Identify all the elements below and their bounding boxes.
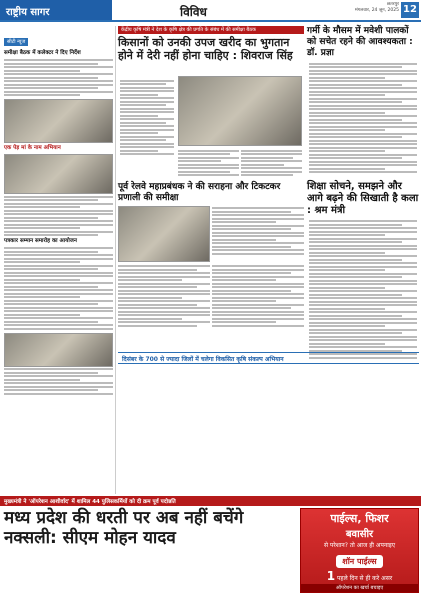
ad-brand: शॉन पाईल्स: [336, 555, 382, 568]
piles-advertisement: [300, 508, 419, 593]
right-column: [307, 26, 419, 494]
ad-days: [301, 569, 418, 583]
tree-planting-photo: [4, 154, 113, 194]
main-story: [118, 26, 304, 74]
right-headline: गर्मी के मौसम में मवेशी पालकों को सचेत रहने की आवश्यकता : डॉ. प्रज्ञा: [307, 26, 413, 58]
ad-tagline: से परेशान? तो आज ही अपनाइए: [323, 542, 396, 549]
ad-days-number: 1: [326, 569, 336, 583]
date: मंगलवार, 24 जून, 2025: [355, 8, 399, 13]
page-number: 12: [401, 2, 419, 18]
rail-meeting-photo: [118, 206, 210, 262]
place: छतरपुर: [387, 2, 399, 7]
agri-campaign-banner: दिसंबर के 700 से ज्यादा जिलों में चलेगा विकसित कृषि संकल्प अभियान: [118, 352, 419, 364]
rail-headline: पूर्व रेलवे महाप्रबंधक ने की सराहना और टिकटकर प्रणाली की समीक्षा: [118, 181, 281, 203]
press-meet-photo: [4, 333, 113, 367]
middle-area: [118, 76, 304, 328]
masthead: [0, 0, 421, 22]
left-column: [2, 26, 116, 494]
police-promotion-strip: मुख्यमंत्री ने 'ऑपरेशन आशीर्वाद' में शामिल 44 पुलिसकर्मियों को दी क्रम पूर्व पदोन्नति: [0, 496, 421, 506]
brand-name: राष्ट्रीय सागर: [0, 0, 112, 20]
date-block: [355, 2, 399, 14]
left-headline-3: पत्रकार सम्मान समारोह का आयोजन: [4, 238, 77, 244]
main-kicker: केंद्रीय कृषि मंत्री ने देश के कृषि क्षेत्र की प्रगति के संबंध में की समीक्षा बैठक: [118, 26, 304, 34]
minister-photo: [178, 76, 302, 146]
ad-title: पाईल्स, फिशर: [330, 512, 389, 525]
event-photo: [4, 99, 113, 143]
bottom-headline: मध्य प्रदेश की धरती पर अब नहीं बचेंगे नक्सली: सीएम मोहन यादव: [4, 508, 244, 548]
ad-subtitle: बवासीर: [345, 529, 374, 540]
education-headline: शिक्षा सोचने, समझने और आगे बढ़ने की सिखाती है कला : श्रम मंत्री: [307, 180, 419, 216]
section-title: विविध: [180, 5, 207, 19]
left-headline-2: एक पेड़ मां के नाम अभियान: [4, 145, 61, 151]
section-tag: सीटी न्यूज: [4, 38, 28, 46]
ad-days-text: पहले दिन से ही करे असर: [337, 575, 393, 582]
ad-footer: ऑपरेशन का खर्चा बचाइए: [301, 584, 418, 592]
left-headline-1: समीक्षा बैठक में कलेक्टर ने दिए निर्देश: [4, 50, 81, 56]
main-headline: किसानों को उनकी उपज खरीद का भुगतान होने में देरी नहीं होना चाहिए : शिवराज सिंह: [118, 36, 293, 62]
